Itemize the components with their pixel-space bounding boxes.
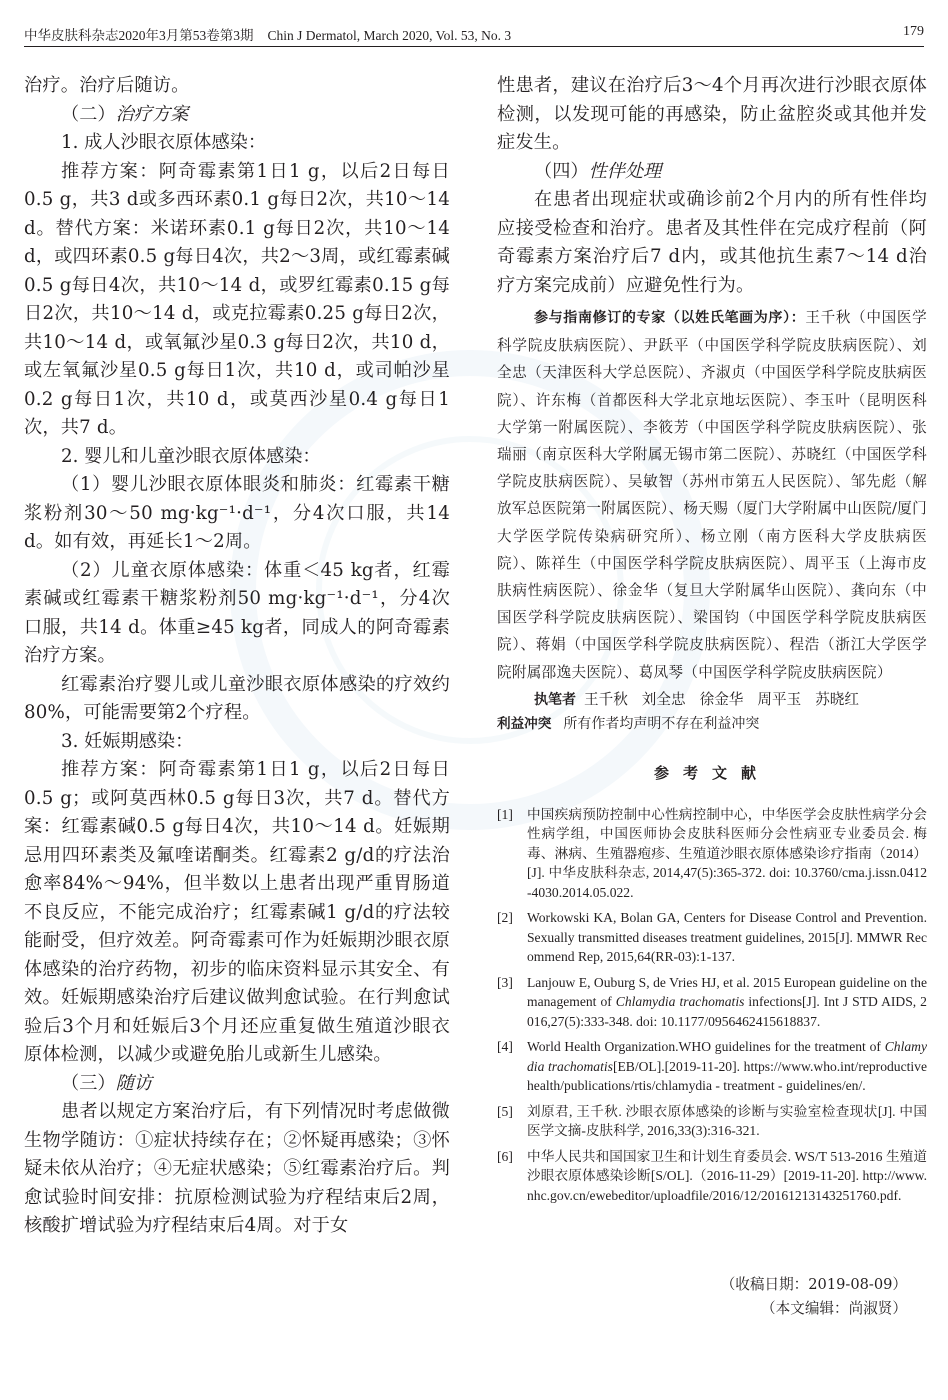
subheading-infant-child: 2. 婴儿和儿童沙眼衣原体感染： — [61, 445, 321, 467]
paragraph-pregnancy: 推荐方案：阿奇霉素第1日1 g，以后2日每日0.5 g；或阿莫西林0.5 g每日3次，共7 d。替代方案：红霉素碱0.5 g每日4次，共10～14 d。妊娠期忌用四环素类及氟喹诺酮类。红霉素2 g/d的疗法治愈率84%～94%，但半数以上患者出现严重胃肠道不良反应，不能完成治疗；红霉素碱1 g/d的疗法较能耐受，但疗效差。阿奇霉素可作为妊娠期沙眼衣原体感染的治疗药物，初步的临床资料显示其安全、有效。妊娠期感染治疗后建议做判愈试验。在行判愈试验后3个月和妊娠后3个月还应重复做生殖道沙眼衣原体检测，以减少或避免胎儿或新生儿感染。 — [24, 759, 450, 1065]
page-number: 179 — [903, 24, 924, 39]
conflict-of-interest: 利益冲突 所有作者均声明不存在利益冲突 — [497, 715, 760, 732]
reference-item: [6] 中华人民共和国国家卫生和计划生育委员会. WS/T 513-2016 生殖道沙眼衣原体感染诊断[S/OL].（2016-11-29）[2019-11-20]. http://www.nhc.gov.cn/ewebeditor/uploadfile/2016/12/20161213143251760.pdf. — [497, 1148, 927, 1203]
reference-item: [4] World Health Organization.WHO guidelines for the treatment of Chlamydia trachomatis[EB/OL].[2019-11-20]. https://www.who.int/reproductivehealth/publications/rtis/chlamydia - treatment - guidelines/en/. — [497, 1039, 928, 1094]
right-column — [497, 72, 927, 1211]
journal-en: Chin J Dermatol, March 2020, Vol. 53, No. 3 — [267, 28, 512, 43]
reference-item: [1] 中国疾病预防控制中心性病控制中心，中华医学会皮肤性病学分会性病学组，中国医师协会皮肤科医师分会性病亚专业委员会. 梅毒、淋病、生殖器疱疹、生殖道沙眼衣原体感染诊疗指南（2014）[J]. 中华皮肤科杂志, 2014,47(5):365-372. doi: 10.3760/cma.j.issn.0412-4030.2014.05.022. — [497, 806, 927, 900]
section-heading-treatment: （二）治疗方案 — [61, 103, 189, 125]
paragraph-infant: （1）婴儿沙眼衣原体眼炎和肺炎：红霉素干糖浆粉剂30～50 mg·kg⁻¹·d⁻¹，分4次口服，共14 d。如有效，再延长1～2周。 — [24, 474, 450, 552]
paragraph-adult-regimen: 推荐方案：阿奇霉素第1日1 g，以后2日每日0.5 g，共3 d或多西环素0.1 g每日2次，共10～14 d。替代方案：米诺环素0.1 g每日2次，共10～14 d，或四环素0.5 g每日4次，共2～3周，或红霉素碱0.5 g每日4次，共10～14 d，或罗红霉素0.15 g每日2次，共10～14 d，或克拉霉素0.25 g每日2次，共10～14 d，或氧氟沙星0.3 g每日2次，共10 d，或左氧氟沙星0.5 g每日1次，共10 d，或司帕沙星0.2 g每日1次，共10 d，或莫西沙星0.4 g每日1次，共7 d。 — [24, 160, 450, 438]
subheading-pregnancy: 3. 妊娠期感染： — [61, 730, 194, 752]
references-title: 参考文献 — [653, 763, 770, 782]
running-header — [24, 20, 924, 47]
paragraph-erythromycin-efficacy: 红霉素治疗婴儿或儿童沙眼衣原体感染的疗效约80%，可能需要第2个疗程。 — [24, 673, 450, 723]
received-date: （收稿日期：2019-08-09） — [720, 1276, 907, 1293]
reference-item: [2] Workowski KA, Bolan GA, Centers for Disease Control and Prevention. Sexually transmitted diseases treatment guidelines, 2015[J]. MMWR Recommend Rep, 2015,64(RR-03):1-137. — [497, 910, 927, 965]
paragraph-partner: 在患者出现症状或确诊前2个月内的所有性伴均应接受检查和治疗。患者及其性伴在完成疗程前（阿奇霉素方案治疗后7 d内，或其他抗生素7～14 d治疗方案完成前）应避免性行为。 — [497, 189, 927, 296]
subheading-adult: 1. 成人沙眼衣原体感染： — [61, 132, 267, 153]
authors-line: 执笔者 王千秋 刘全忠 徐金华 周平玉 苏晓红 — [534, 690, 859, 708]
reference-item: [5] 刘原君, 王千秋. 沙眼衣原体感染的诊断与实验室检查现状[J]. 中国医学文摘-皮肤科学, 2016,33(3):316-321. — [497, 1103, 927, 1139]
paragraph-continued: 性患者，建议在治疗后3～4个月再次进行沙眼衣原体检测，以发现可能的再感染，防止盆腔炎或其他并发症发生。 — [497, 75, 927, 153]
left-column — [24, 72, 450, 1241]
paragraph-followup: 患者以规定方案治疗后，有下列情况时考虑做微生物学随访：①症状持续存在；②怀疑再感染；③怀疑未依从治疗；④无症状感染；⑤红霉素治疗后。判愈试验时间安排：抗原检测试验为疗程结束后2周，核酸扩增试验为疗程结束后4周。对于女 — [24, 1101, 450, 1236]
editor-credit: （本文编辑：尚淑贤） — [761, 1300, 907, 1317]
journal-cn: 中华皮肤科杂志2020年3月第53卷第3期 — [24, 28, 254, 43]
section-heading-followup: （三）随访 — [61, 1072, 152, 1094]
paragraph-intro: 治疗。治疗后随访。 — [24, 75, 190, 96]
paragraph-child: （2）儿童衣原体感染：体重＜45 kg者，红霉素碱或红霉素干糖浆粉剂50 mg·kg⁻¹·d⁻¹，分4次口服，共14 d。体重≥45 kg者，同成人的阿奇霉素治疗方案。 — [24, 559, 450, 666]
reference-item: [3] Lanjouw E, Ouburg S, de Vries HJ, et al. 2015 European guideline on the management of Chlamydia trachomatis infections[J]. Int J STD AIDS, 2016,27(5):333-348. doi: 10.1177/0956462415618837. — [497, 974, 927, 1029]
article-dates — [497, 1273, 907, 1321]
experts-list: 参与指南修订的专家（以姓氏笔画为序）：王千秋（中国医学科学院皮肤病医院）、尹跃平（中国医学科学院皮肤病医院）、刘全忠（天津医科大学总医院）、齐淑贞（中国医学科学院皮肤病医院）、许东梅（首都医科大学北京地坛医院）、李玉叶（昆明医科大学第一附属医院）、李筱芳（中国医学科学院皮肤病医院）、张瑞丽（南京医科大学附属无锡市第二医院）、苏晓红（中国医学科学院皮肤病医院）、吴敏智（苏州市第五人民医院）、邹先彪（解放军总医院第一附属医院）、杨天赐（厦门大学附属中山医院/厦门大学医学院传染病研究所）、杨立刚（南方医科大学皮肤病医院）、陈祥生（中国医学科学院皮肤病医院）、周平玉（上海市皮肤病性病医院）、徐金华（复旦大学附属华山医院）、龚向东（中国医学科学院皮肤病医院）、梁国钧（中国医学科学院皮肤病医院）、蒋娟（中国医学科学院皮肤病医院）、程浩（浙江大学医学院附属邵逸夫医院）、葛凤琴（中国医学科学院皮肤病医院） — [497, 309, 928, 681]
section-heading-partner: （四）性伴处理 — [534, 160, 662, 182]
journal-citation — [24, 24, 511, 44]
